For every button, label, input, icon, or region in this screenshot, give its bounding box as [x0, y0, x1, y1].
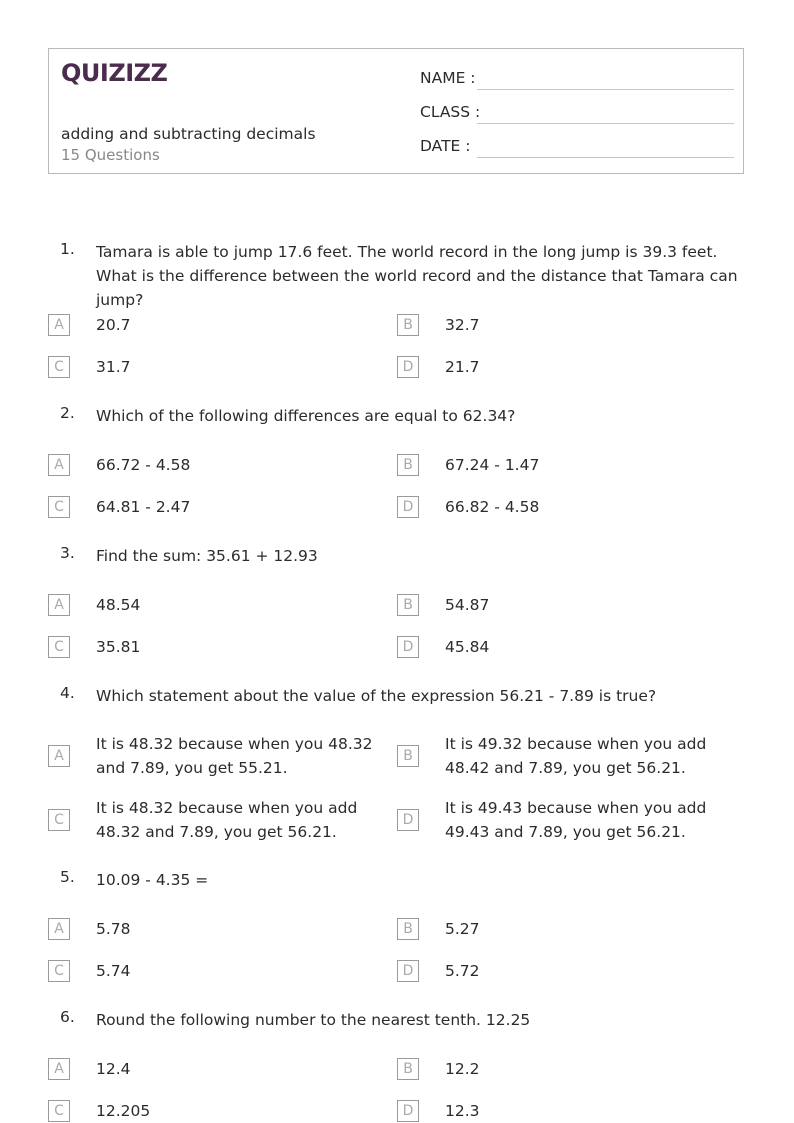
question-text: 10.09 - 4.35 =	[96, 871, 209, 889]
option-d-text: 12.3	[445, 1102, 480, 1120]
option-d-text: 66.82 - 4.58	[445, 498, 540, 516]
option-d-text: 45.84	[445, 638, 490, 656]
option-a-text: 66.72 - 4.58	[96, 456, 191, 474]
option-b-box[interactable]: B	[397, 454, 419, 476]
question-number: 1.	[60, 240, 75, 258]
date-label: DATE :	[420, 137, 471, 155]
date-line[interactable]	[477, 157, 734, 158]
option-d-box[interactable]: D	[397, 356, 419, 378]
option-c-box[interactable]: C	[48, 636, 70, 658]
option-c-box[interactable]: C	[48, 496, 70, 518]
option-a-box[interactable]: A	[48, 1058, 70, 1080]
option-c-text: 35.81	[96, 638, 141, 656]
option-a-text: It is 48.32 because when you 48.32 and 7.89, you get 55.21.	[96, 735, 373, 777]
option-a-text: 20.7	[96, 316, 131, 334]
option-a-text: 5.78	[96, 920, 131, 938]
option-c-box[interactable]: C	[48, 809, 70, 831]
question-number: 2.	[60, 404, 75, 422]
name-label: NAME :	[420, 69, 476, 87]
question-text: Find the sum: 35.61 + 12.93	[96, 547, 318, 565]
option-b-text: 12.2	[445, 1060, 480, 1078]
option-b-text: 67.24 - 1.47	[445, 456, 540, 474]
option-b-box[interactable]: B	[397, 918, 419, 940]
option-d-box[interactable]: D	[397, 809, 419, 831]
option-d-box[interactable]: D	[397, 1100, 419, 1122]
worksheet-header	[48, 48, 744, 174]
question-number: 3.	[60, 544, 75, 562]
option-b-text: 32.7	[445, 316, 480, 334]
option-c-text: It is 48.32 because when you add 48.32 and 7.89, you get 56.21.	[96, 799, 358, 841]
option-c-text: 12.205	[96, 1102, 151, 1120]
question-number: 4.	[60, 684, 75, 702]
date-field[interactable]	[420, 137, 734, 161]
question-count: 15 Questions	[61, 146, 160, 164]
class-line[interactable]	[477, 123, 734, 124]
class-field[interactable]	[420, 103, 734, 127]
worksheet-title: adding and subtracting decimals	[61, 125, 316, 143]
name-line[interactable]	[477, 89, 734, 90]
question-text: Tamara is able to jump 17.6 feet. The world record in the long jump is 39.3 feet. What is the difference between the world record and the distance that Tamara can jump?	[96, 243, 738, 309]
option-a-box[interactable]: A	[48, 745, 70, 767]
name-field[interactable]	[420, 69, 734, 93]
question-text: Which of the following differences are equal to 62.34?	[96, 407, 516, 425]
option-d-box[interactable]: D	[397, 636, 419, 658]
option-a-box[interactable]: A	[48, 594, 70, 616]
option-c-box[interactable]: C	[48, 1100, 70, 1122]
question-text: Round the following number to the nearest tenth. 12.25	[96, 1011, 531, 1029]
option-b-box[interactable]: B	[397, 314, 419, 336]
option-c-text: 5.74	[96, 962, 131, 980]
option-c-text: 31.7	[96, 358, 131, 376]
option-b-box[interactable]: B	[397, 1058, 419, 1080]
option-d-text: 21.7	[445, 358, 480, 376]
question-number: 5.	[60, 868, 75, 886]
option-b-box[interactable]: B	[397, 745, 419, 767]
option-b-box[interactable]: B	[397, 594, 419, 616]
question-number: 6.	[60, 1008, 75, 1026]
option-a-box[interactable]: A	[48, 454, 70, 476]
option-a-box[interactable]: A	[48, 314, 70, 336]
option-a-text: 48.54	[96, 596, 141, 614]
question-text: Which statement about the value of the expression 56.21 - 7.89 is true?	[96, 687, 657, 705]
option-d-box[interactable]: D	[397, 960, 419, 982]
option-c-text: 64.81 - 2.47	[96, 498, 191, 516]
option-a-text: 12.4	[96, 1060, 131, 1078]
option-b-text: 54.87	[445, 596, 490, 614]
quizizz-logo: QUIZIZZ	[61, 59, 168, 87]
option-d-text: 5.72	[445, 962, 480, 980]
option-b-text: It is 49.32 because when you add 48.42 and 7.89, you get 56.21.	[445, 735, 707, 777]
option-b-text: 5.27	[445, 920, 480, 938]
class-label: CLASS :	[420, 103, 481, 121]
option-a-box[interactable]: A	[48, 918, 70, 940]
option-d-box[interactable]: D	[397, 496, 419, 518]
option-c-box[interactable]: C	[48, 356, 70, 378]
option-d-text: It is 49.43 because when you add 49.43 and 7.89, you get 56.21.	[445, 799, 707, 841]
option-c-box[interactable]: C	[48, 960, 70, 982]
